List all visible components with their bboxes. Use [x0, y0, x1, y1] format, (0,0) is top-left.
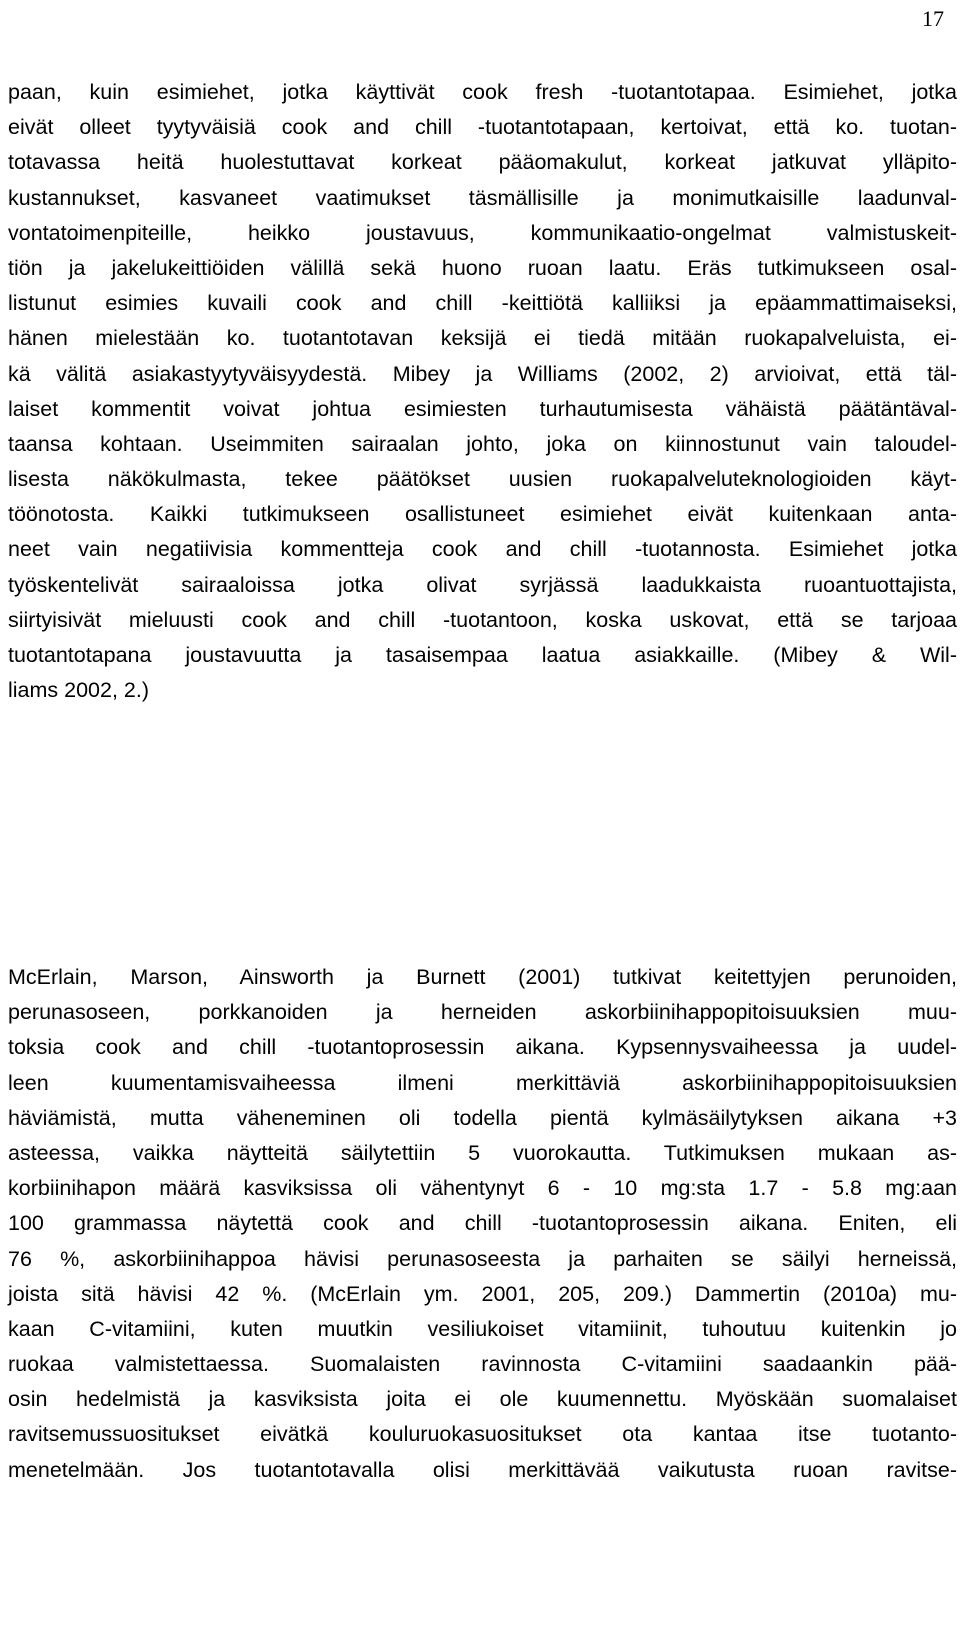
- text-line: työskentelivät sairaaloissa jotka olivat syrjässä laadukkaista ruoantuottajista,: [8, 572, 957, 597]
- text-line: laiset kommentit voivat johtua esimiesten turhautumisesta vähäistä päätäntäval-: [8, 396, 957, 421]
- text-line: lisesta näkökulmasta, tekee päätökset uusien ruokapalveluteknologioiden käyt-: [8, 467, 957, 492]
- text-line: ravitsemussuositukset eivätkä kouluruokasuositukset ota kantaa itse tuotanto-: [8, 1422, 957, 1447]
- text-line: asteessa, vaikka näytteitä säilytettiin 5 vuorokautta. Tutkimuksen mukaan as-: [8, 1140, 957, 1165]
- text-line: tiön ja jakelukeittiöiden välillä sekä huono ruoan laatu. Eräs tutkimukseen osal-: [8, 255, 957, 280]
- text-line: kaan C-vitamiini, kuten muutkin vesiliukoiset vitamiinit, tuhoutuu kuitenkin jo: [8, 1316, 957, 1341]
- text-line: eivät olleet tyytyväisiä cook and chill -tuotantotapaan, kertoivat, että ko. tuotan-: [8, 115, 957, 140]
- text-line: osin hedelmistä ja kasviksista joita ei ole kuumennettu. Myöskään suomalaiset: [8, 1387, 957, 1412]
- text-line: häviämistä, mutta väheneminen oli todella pientä kylmäsäilytyksen aikana +3: [8, 1105, 957, 1130]
- text-line: vontatoimenpiteille, heikko joustavuus, kommunikaatio-ongelmat valmistuskeit-: [8, 220, 957, 245]
- text-line: tuotantotapana joustavuutta ja tasaisempaa laatua asiakkaille. (Mibey & Wil-: [8, 643, 957, 667]
- paragraph-1: [8, 75, 957, 708]
- text-line: kustannukset, kasvaneet vaatimukset täsmällisille ja monimutkaisille laadunval-: [8, 185, 957, 210]
- text-line: perunasoseen, porkkanoiden ja herneiden askorbiinihappopitoisuuksien muu-: [8, 1000, 957, 1025]
- text-line: 76 %, askorbiinihappoa hävisi perunasoseesta ja parhaiten se säilyi herneissä,: [8, 1246, 957, 1271]
- text-line: McErlain, Marson, Ainsworth ja Burnett (2001) tutkivat keitettyjen perunoiden,: [8, 965, 957, 989]
- text-line: leen kuumentamisvaiheessa ilmeni merkittäviä askorbiinihappopitoisuuksien: [8, 1070, 957, 1095]
- text-line: neet vain negatiivisia kommentteja cook and chill -tuotannosta. Esimiehet jotka: [8, 537, 957, 562]
- text-line: liams 2002, 2.): [8, 678, 150, 703]
- text-line: korbiinihapon määrä kasviksissa oli vähentynyt 6 - 10 mg:sta 1.7 - 5.8 mg:aan: [8, 1176, 957, 1201]
- text-line: paan, kuin esimiehet, jotka käyttivät cook fresh -tuotantotapaa. Esimiehet, jotka: [8, 80, 957, 104]
- text-line: kä välitä asiakastyytyväisyydestä. Mibey ja Williams (2002, 2) arvioivat, että täl-: [8, 361, 957, 386]
- text-line: listunut esimies kuvaili cook and chill -keittiötä kalliiksi ja epäammattimaiseksi,: [8, 291, 957, 316]
- page-number: 17: [922, 6, 944, 31]
- text-line: toksia cook and chill -tuotantoprosessin aikana. Kypsennysvaiheessa ja uudel-: [8, 1035, 957, 1060]
- text-line: totavassa heitä huolestuttavat korkeat pääomakulut, korkeat jatkuvat ylläpito-: [8, 150, 957, 175]
- text-line: ruokaa valmistettaessa. Suomalaisten ravinnosta C-vitamiini saadaankin pää-: [8, 1352, 957, 1377]
- text-line: 100 grammassa näytettä cook and chill -tuotantoprosessin aikana. Eniten, eli: [8, 1211, 957, 1236]
- text-line: taansa kohtaan. Useimmiten sairaalan johto, joka on kiinnostunut vain taloudel-: [8, 431, 957, 456]
- text-line: siirtyisivät mieluusti cook and chill -tuotantoon, koska uskovat, että se tarjoaa: [8, 607, 957, 632]
- text-line: töönotosta. Kaikki tutkimukseen osallistuneet esimiehet eivät kuitenkaan anta-: [8, 502, 957, 527]
- text-line: menetelmään. Jos tuotantotavalla olisi merkittävää vaikutusta ruoan ravitse-: [8, 1457, 957, 1482]
- text-line: joista sitä hävisi 42 %. (McErlain ym. 2001, 205, 209.) Dammertin (2010a) mu-: [8, 1281, 957, 1306]
- text-line: hänen mielestään ko. tuotantotavan keksijä ei tiedä mitään ruokapalveluista, ei-: [8, 326, 957, 351]
- paragraph-2: [8, 960, 957, 1488]
